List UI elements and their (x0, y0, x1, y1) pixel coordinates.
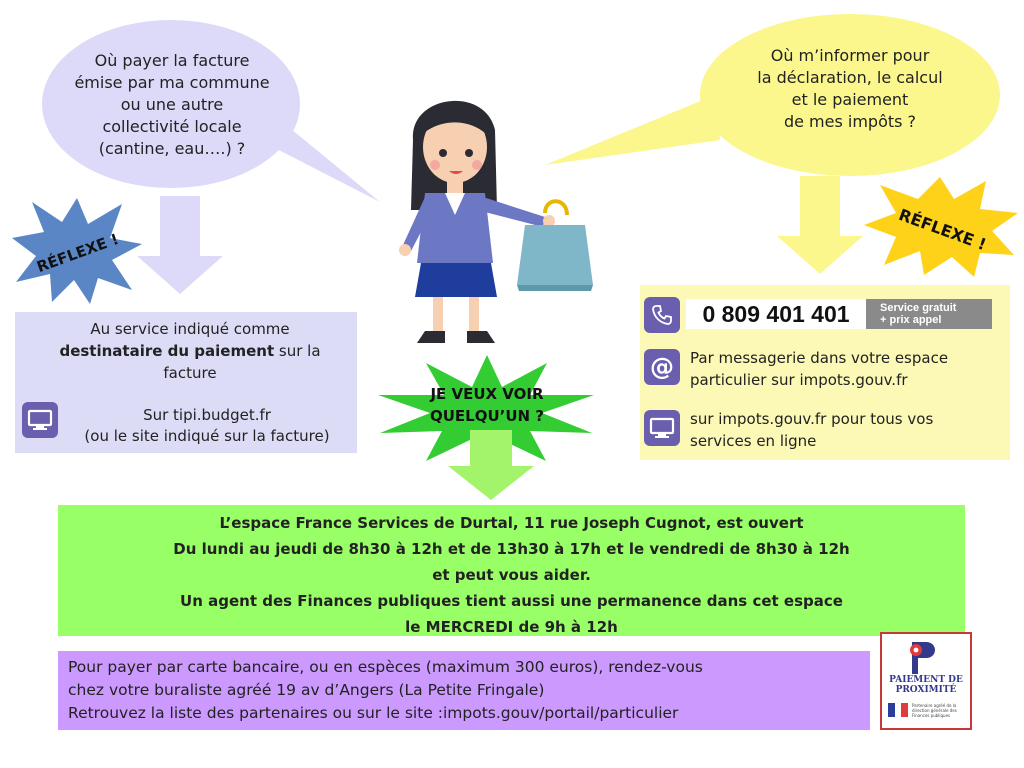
left-box-bold-text: destinataire du paiement (59, 342, 275, 360)
left-box-line: Au service indiqué comme (90, 320, 290, 338)
left-question-line: (cantine, eau….) ? (98, 139, 246, 158)
right-question-text (720, 45, 980, 133)
burst-line: JE VEUX VOIR (430, 385, 544, 403)
phone-number[interactable]: 0 809 401 401 (686, 299, 866, 329)
left-box-web-note: (ou le site indiqué sur la facture) (84, 427, 330, 445)
phone-tag-line: + prix appel (880, 314, 942, 326)
online-line[interactable]: sur impots.gouv.fr pour tous vos (690, 410, 934, 428)
monitor-icon (644, 410, 680, 446)
france-services-line: L’espace France Services de Durtal, 11 rue Joseph Cugnot, est ouvert (219, 514, 804, 532)
right-down-arrow-icon (775, 176, 865, 276)
left-box-line-rest: sur la (274, 342, 321, 360)
online-services-text (690, 408, 990, 452)
tipi-link[interactable]: Sur tipi.budget.fr (143, 406, 271, 424)
right-question-line: Où m’informer pour (770, 46, 930, 65)
left-box-web-text (62, 405, 352, 447)
phone-icon (644, 297, 680, 333)
reflexe-label-left: RÉFLEXE ! (34, 229, 122, 277)
payment-text (68, 656, 863, 725)
logo-title (884, 675, 968, 695)
left-down-arrow-icon (135, 196, 225, 296)
woman-with-bag-illustration (385, 85, 605, 355)
logo-p-mark-icon (904, 638, 948, 676)
monitor-icon (22, 402, 58, 438)
right-question-line: de mes impôts ? (783, 112, 917, 131)
reflexe-burst-right (862, 175, 1022, 280)
at-sign-icon: @ (644, 349, 680, 385)
messaging-text (690, 347, 990, 391)
online-line: services en ligne (690, 432, 817, 450)
phone-tag-line: Service gratuit (880, 302, 957, 314)
left-box-line: facture (163, 364, 217, 382)
logo-title-line: PAIEMENT DE (889, 675, 963, 685)
left-box-text (30, 318, 350, 384)
left-question-line: ou une autre (120, 95, 224, 114)
logo-small-text: Partenaire agréé de la direction générale des Finances publiques (912, 703, 957, 718)
left-question-line: émise par ma commune (74, 73, 270, 92)
france-services-line: Un agent des Finances publiques tient aussi une permanence dans cet espace (180, 592, 843, 610)
phone-price-tag (866, 299, 992, 329)
left-question-line: collectivité locale (102, 117, 242, 136)
payment-line[interactable]: Retrouvez la liste des partenaires ou sur le site :impots.gouv/portail/particulier (68, 704, 679, 722)
center-down-arrow-icon (446, 430, 536, 502)
reflexe-burst-left (10, 196, 145, 306)
left-box-line (30, 340, 350, 362)
french-flag-icon (888, 703, 908, 717)
france-services-text (58, 510, 965, 640)
payment-line: Pour payer par carte bancaire, ou en espèces (maximum 300 euros), rendez-vous (68, 658, 703, 676)
logo-title-line: PROXIMITÉ (895, 685, 957, 695)
left-question-text (62, 50, 282, 160)
left-question-line: Où payer la facture (94, 51, 250, 70)
right-question-line: la déclaration, le calcul (757, 68, 943, 87)
payment-line: chez votre buraliste agréé 19 av d’Angers (La Petite Fringale) (68, 681, 545, 699)
france-services-line: et peut vous aider. (432, 566, 591, 584)
burst-line: QUELQU’UN ? (429, 407, 545, 425)
france-services-line: le MERCREDI de 9h à 12h (405, 618, 618, 636)
right-question-line: et le paiement (791, 90, 909, 109)
reflexe-label-right: RÉFLEXE ! (896, 205, 989, 255)
messaging-line[interactable]: particulier sur impots.gouv.fr (690, 371, 908, 389)
messaging-line: Par messagerie dans votre espace (690, 349, 949, 367)
france-services-line: Du lundi au jeudi de 8h30 à 12h et de 13h30 à 17h et le vendredi de 8h30 à 12h (173, 540, 850, 558)
